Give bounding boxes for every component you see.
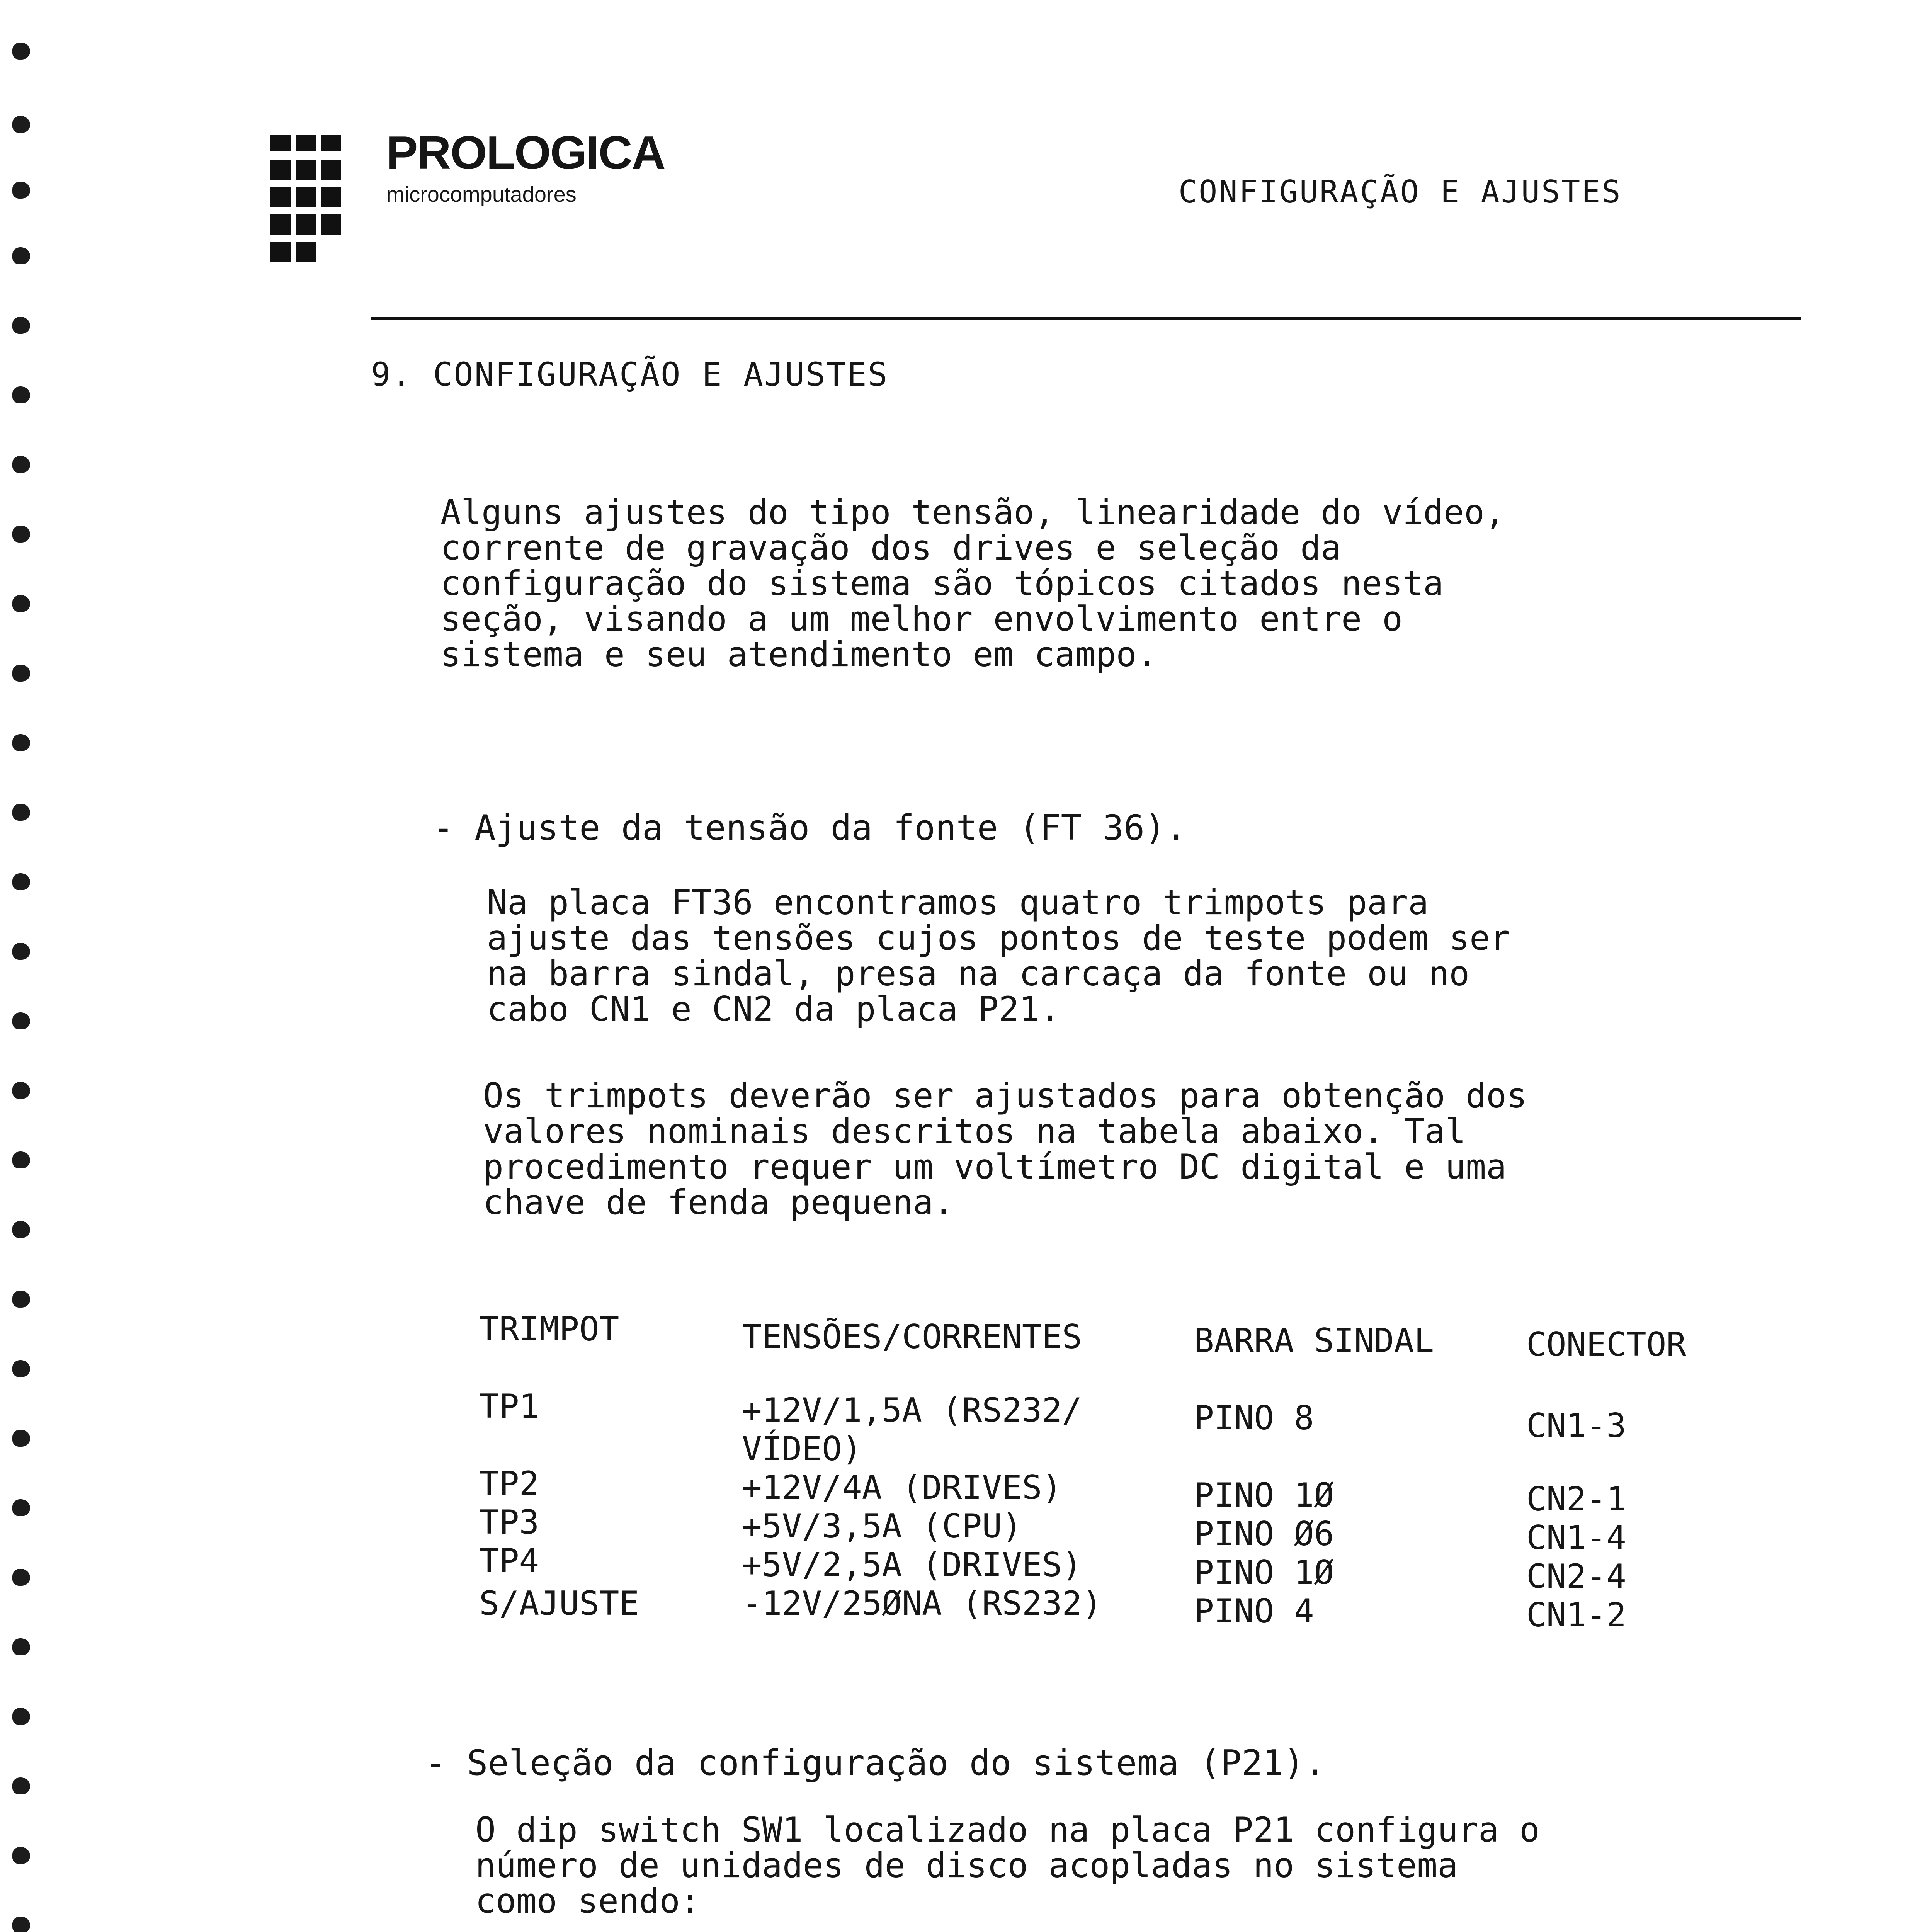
binder-hole <box>12 386 30 403</box>
binder-hole <box>12 43 30 60</box>
table-cell: PINO 8 <box>1194 1399 1314 1437</box>
text-line: chave de fenda pequena. <box>483 1182 954 1222</box>
config-select-paragraph <box>475 1812 1540 1919</box>
table-cell: VÍDEO) <box>742 1430 862 1468</box>
table-cell: +5V/3,5A (CPU) <box>742 1507 1022 1546</box>
binder-hole <box>12 873 30 890</box>
binder-hole <box>12 182 30 199</box>
table-header: TRIMPOT <box>479 1310 619 1349</box>
binder-hole <box>12 734 30 751</box>
binder-hole <box>12 1221 30 1238</box>
table-cell: CN1-3 <box>1526 1406 1626 1445</box>
table-cell: CN2-4 <box>1526 1557 1626 1596</box>
binder-hole <box>12 526 30 543</box>
table-cell: TP2 <box>479 1464 539 1503</box>
binder-hole <box>12 1638 30 1655</box>
power-adjust-paragraph-2 <box>483 1078 1527 1220</box>
text-line: cabo CN1 e CN2 da placa P21. <box>487 989 1060 1029</box>
table-cell: -12V/25ØNA (RS232) <box>742 1584 1102 1623</box>
table-cell: +5V/2,5A (DRIVES) <box>742 1546 1082 1584</box>
table-cell: CN2-1 <box>1526 1480 1626 1519</box>
binder-hole <box>12 804 30 821</box>
binder-hole <box>12 1082 30 1099</box>
text-line: procedimento requer um voltímetro DC digital e uma <box>483 1147 1507 1187</box>
binder-hole <box>12 943 30 960</box>
text-line: na barra sindal, presa na carcaça da fonte ou no <box>487 954 1470 993</box>
text-line: sistema e seu atendimento em campo. <box>440 634 1157 674</box>
running-title: CONFIGURAÇÃO E AJUSTES <box>1179 174 1622 210</box>
table-cell: CN1-4 <box>1526 1519 1626 1557</box>
binder-hole <box>12 595 30 612</box>
binder-hole <box>12 1291 30 1308</box>
text-line: corrente de gravação dos drives e seleção da <box>440 528 1342 568</box>
text-line: Alguns ajustes do tipo tensão, linearidade do vídeo, <box>440 492 1505 532</box>
binder-hole <box>12 116 30 133</box>
config-select-heading: - Seleção da configuração do sistema (P21). <box>425 1743 1325 1783</box>
power-adjust-paragraph-1 <box>487 885 1510 1027</box>
text-line: número de unidades de disco acopladas no sistema <box>475 1845 1458 1885</box>
brand-name: PROLOGICA <box>386 126 665 179</box>
text-line: ajuste das tensões cujos pontos de teste podem ser <box>487 918 1511 958</box>
table-cell: TP4 <box>479 1542 539 1580</box>
binder-hole <box>12 1917 30 1932</box>
binder-hole <box>12 247 30 264</box>
text-line: valores nominais descritos na tabela abaixo. Tal <box>483 1111 1466 1151</box>
binder-hole <box>12 1360 30 1377</box>
table-cell: +12V/1,5A (RS232/ <box>742 1391 1082 1430</box>
text-line: configuração do sistema são tópicos citados nesta <box>440 563 1444 603</box>
text-line: Os trimpots deverão ser ajustados para obtenção dos <box>483 1076 1527 1116</box>
table-cell: S/AJUSTE <box>479 1584 639 1623</box>
table-cell: PINO 1Ø <box>1194 1553 1334 1592</box>
binder-hole <box>12 1847 30 1864</box>
binder-hole <box>12 1012 30 1029</box>
table-cell: TP3 <box>479 1503 539 1542</box>
text-line: Na placa FT36 encontramos quatro trimpots para <box>487 883 1429 922</box>
table-cell: CN1-2 <box>1526 1596 1626 1634</box>
power-adjust-heading: - Ajuste da tensão da fonte (FT 36). <box>433 808 1187 848</box>
header-rule <box>371 317 1801 320</box>
text-line: O dip switch SW1 localizado na placa P21 configura o <box>475 1810 1540 1850</box>
table-cell: PINO 4 <box>1194 1592 1314 1631</box>
binder-hole <box>12 1430 30 1447</box>
section-title: 9. CONFIGURAÇÃO E AJUSTES <box>371 355 889 393</box>
binder-hole <box>12 665 30 682</box>
binder-hole <box>12 1708 30 1725</box>
table-header: TENSÕES/CORRENTES <box>742 1318 1082 1356</box>
binder-hole <box>12 1151 30 1168</box>
table-cell: +12V/4A (DRIVES) <box>742 1468 1062 1507</box>
table-header: BARRA SINDAL <box>1194 1321 1434 1360</box>
prologica-logo-mark <box>270 135 344 282</box>
intro-paragraph <box>440 492 1505 674</box>
text-line: como sendo: <box>475 1881 701 1921</box>
table-cell: TP1 <box>479 1387 539 1426</box>
binder-hole <box>12 1777 30 1794</box>
table-cell: PINO Ø6 <box>1194 1515 1334 1553</box>
binder-hole <box>12 1569 30 1586</box>
table-cell: PINO 1Ø <box>1194 1476 1334 1515</box>
binder-hole <box>12 456 30 473</box>
brand-subtitle: microcomputadores <box>386 182 577 206</box>
binder-hole <box>12 317 30 334</box>
table-header: CONECTOR <box>1526 1325 1687 1364</box>
binder-hole <box>12 1499 30 1516</box>
text-line: seção, visando a um melhor envolvimento entre o <box>440 599 1403 639</box>
